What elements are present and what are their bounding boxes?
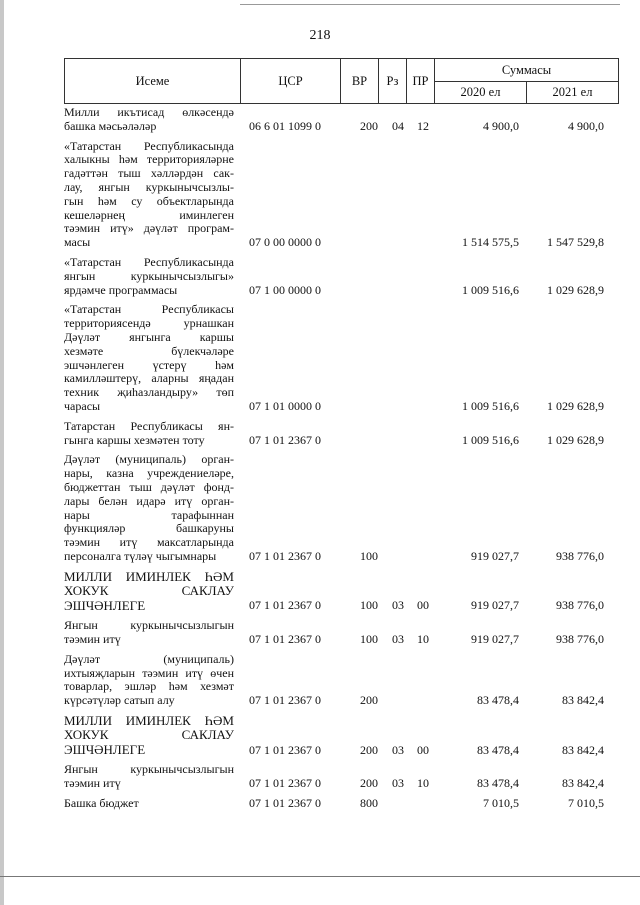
row-name-line: бюджеттан тыш дәүләт фонд-	[64, 479, 234, 494]
row-s2021: 83 842,4	[562, 742, 604, 757]
row-s2021: 83 842,4	[562, 776, 604, 791]
row-s2021: 938 776,0	[556, 548, 604, 563]
table-row	[64, 619, 624, 647]
row-name-line: товарлар, эшләр һәм хезмәт	[64, 679, 234, 694]
top-rule	[240, 4, 620, 5]
row-s2020: 919 027,7	[471, 598, 519, 613]
row-vr: 100	[360, 548, 378, 563]
row-s2021: 83 842,4	[562, 693, 604, 708]
row-name-line: лары белән идарә итү орган-	[64, 493, 234, 508]
table-row	[64, 106, 624, 134]
row-s2020: 7 010,5	[483, 796, 519, 811]
table-row	[64, 570, 624, 614]
row-name-line: күрсәтүләр сатып алу	[64, 693, 175, 708]
header-csr: ЦСР	[241, 59, 341, 104]
row-name-line: Янгын куркынычсызлыгын	[64, 762, 234, 777]
row-name-line: ярдәмче программасы	[64, 282, 178, 297]
row-name-line: Милли икътисад өлкәсендә	[64, 105, 234, 119]
table-row	[64, 453, 624, 563]
row-csr: 07 1 01 2367 0	[249, 796, 321, 811]
row-name-line: камиллəштерү, аларны яңадан	[64, 371, 234, 386]
row-name-line: Татарстан Республикасы ян-	[64, 418, 234, 433]
row-name	[64, 714, 234, 758]
row-rz: 03	[392, 598, 404, 613]
header-rz: Рз	[379, 59, 407, 104]
row-name	[64, 256, 234, 297]
row-name	[64, 453, 234, 563]
row-s2020: 919 027,7	[471, 632, 519, 646]
table-row	[64, 714, 624, 758]
row-name-line: халыкны һәм территорияләрне	[64, 152, 234, 167]
row-name-line: Башка бюджет	[64, 796, 139, 811]
row-name-line: МИЛЛИ ИМИНЛЕК ҺӘМ	[64, 712, 234, 728]
table-row	[64, 763, 624, 791]
row-name-line: гын һәм су объектларында	[64, 193, 234, 208]
header-vr: ВР	[341, 59, 379, 104]
row-name-line: гынга каршы хезмәтен тоту	[64, 432, 205, 447]
row-name-line: Дәүләт янгынга каршы	[64, 329, 234, 344]
row-name-line: лау, янгын куркынычсызлы-	[64, 179, 234, 194]
row-name-line: ХОКУК САКЛАУ	[64, 583, 234, 599]
table-row	[64, 303, 624, 413]
row-name-line: янгын куркынычсызлыгы»	[64, 268, 234, 283]
row-name-line: ЭШЧӘНЛЕГЕ	[64, 597, 146, 613]
row-csr: 07 1 01 2367 0	[249, 598, 321, 613]
row-vr: 800	[360, 796, 378, 811]
row-s2020: 1 009 516,6	[462, 398, 519, 413]
row-name-line: хезмәте бүлекчәләре	[64, 343, 234, 358]
row-csr: 07 1 01 2367 0	[249, 776, 321, 791]
row-name-line: техник җиһазландыру» төп	[64, 385, 234, 400]
row-s2021: 1 029 628,9	[547, 398, 604, 413]
row-rz: 03	[392, 742, 404, 757]
row-csr: 07 1 01 2367 0	[249, 548, 321, 563]
row-pr: 00	[417, 742, 429, 757]
row-pr: 10	[417, 632, 429, 646]
row-name-line: ХОКУК САКЛАУ	[64, 727, 234, 743]
row-name-line: функцияләр башкаруны	[64, 521, 234, 536]
row-name-line: МИЛЛИ ИМИНЛЕК ҺӘМ	[64, 568, 234, 584]
table-header	[64, 58, 619, 104]
row-csr: 07 1 01 2367 0	[249, 432, 321, 447]
row-name-line: «Татарстан Республикасы	[64, 302, 234, 317]
row-s2021: 1 029 628,9	[547, 432, 604, 447]
row-name	[64, 106, 234, 134]
row-s2020: 1 514 575,5	[462, 235, 519, 250]
row-name-line: «Татарстан Республикасында	[64, 138, 234, 153]
row-name-line: тәэмин итү максатларында	[64, 535, 234, 550]
header-pr: ПР	[407, 59, 435, 104]
page-number: 218	[309, 28, 331, 43]
row-name-line: башка мәсьәләләр	[64, 118, 157, 133]
header-2021: 2021 ел	[527, 82, 619, 104]
row-rz: 04	[392, 118, 404, 133]
row-s2020: 1 009 516,6	[462, 432, 519, 447]
row-name-line: ЭШЧӘНЛЕГЕ	[64, 741, 146, 757]
row-vr: 200	[360, 742, 378, 757]
row-s2021: 1 029 628,9	[547, 282, 604, 297]
row-name	[64, 653, 234, 708]
row-s2021: 4 900,0	[568, 118, 604, 133]
table-row	[64, 797, 624, 811]
table-row	[64, 653, 624, 708]
row-name	[64, 140, 234, 250]
header-name: Исеме	[65, 59, 241, 104]
row-rz: 03	[392, 632, 404, 646]
row-name-line: «Татарстан Республикасында	[64, 254, 234, 269]
header-sums: Суммасы	[435, 59, 619, 82]
row-csr: 07 0 00 0000 0	[249, 235, 321, 250]
row-name-line: чарасы	[64, 398, 101, 413]
row-csr: 07 1 01 2367 0	[249, 632, 321, 646]
row-name-line: тәэмин итү	[64, 632, 121, 646]
header-2020: 2020 ел	[435, 82, 527, 104]
row-name-line: Дәүләт (муниципаль)	[64, 651, 234, 666]
row-name-line: гадәттән тыш хәлләрдән сак-	[64, 166, 234, 181]
row-csr: 07 1 01 2367 0	[249, 742, 321, 757]
row-name-line: тәэмин итү» дәүләт програм-	[64, 221, 234, 236]
table-row	[64, 420, 624, 448]
row-pr: 00	[417, 598, 429, 613]
row-name-line: ихтыяҗларын тәэмин итү өчен	[64, 665, 234, 680]
row-s2020: 1 009 516,6	[462, 282, 519, 297]
row-name	[64, 763, 234, 791]
row-name-line: территориясендә урнашкан	[64, 316, 234, 331]
row-s2021: 938 776,0	[556, 632, 604, 646]
bottom-rule	[0, 876, 640, 877]
row-name-line: Янгын куркынычсызлыгын	[64, 618, 234, 633]
row-name	[64, 797, 234, 811]
row-name-line: кешеләрнең иминлеген	[64, 207, 234, 222]
row-name	[64, 303, 234, 413]
row-csr: 07 1 01 0000 0	[249, 398, 321, 413]
table-row	[64, 140, 624, 250]
table-row	[64, 256, 624, 297]
row-vr: 100	[360, 598, 378, 613]
row-pr: 10	[417, 776, 429, 791]
table-body	[64, 106, 624, 817]
row-pr: 12	[417, 118, 429, 133]
row-s2020: 4 900,0	[483, 118, 519, 133]
row-rz: 03	[392, 776, 404, 791]
row-s2020: 919 027,7	[471, 548, 519, 563]
row-name-line: тәэмин итү	[64, 776, 121, 791]
row-name-line: масы	[64, 235, 91, 250]
row-name-line: эшчәнлеген үстерү һәм	[64, 357, 234, 372]
row-vr: 200	[360, 776, 378, 791]
row-s2020: 83 478,4	[477, 776, 519, 791]
row-name-line: нары тарафыннан	[64, 507, 234, 522]
row-s2020: 83 478,4	[477, 693, 519, 708]
row-vr: 100	[360, 632, 378, 646]
row-s2021: 7 010,5	[568, 796, 604, 811]
row-s2021: 1 547 529,8	[547, 235, 604, 250]
row-name	[64, 570, 234, 614]
row-name	[64, 619, 234, 647]
row-name-line: персоналга түләү чыгымнары	[64, 548, 217, 563]
row-csr: 07 1 00 0000 0	[249, 282, 321, 297]
row-s2021: 938 776,0	[556, 598, 604, 613]
row-name	[64, 420, 234, 448]
row-name-line: нары, казна учреждениеләре,	[64, 466, 234, 481]
row-csr: 07 1 01 2367 0	[249, 693, 321, 708]
row-vr: 200	[360, 118, 378, 133]
row-s2020: 83 478,4	[477, 742, 519, 757]
row-name-line: Дәүләт (муниципаль) орган-	[64, 452, 234, 467]
row-csr: 06 6 01 1099 0	[249, 118, 321, 133]
scan-edge	[0, 0, 4, 905]
row-vr: 200	[360, 693, 378, 708]
